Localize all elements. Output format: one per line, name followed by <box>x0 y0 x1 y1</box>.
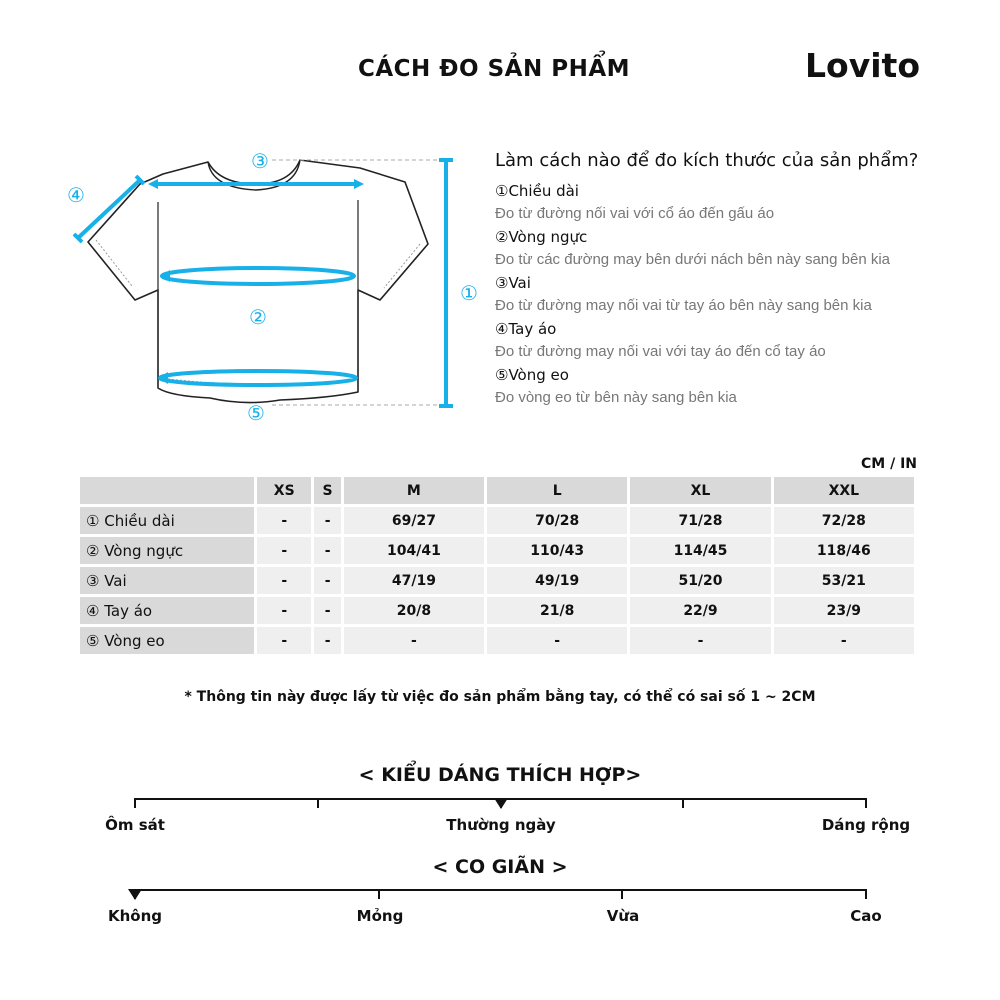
table-cell: - <box>314 567 340 594</box>
table-cell: 20/8 <box>344 597 484 624</box>
fit-scale-title: < KIỂU DÁNG THÍCH HỢP> <box>358 764 642 786</box>
row-label: ② Vòng ngực <box>80 537 254 564</box>
fit-scale-tick <box>682 798 684 808</box>
measurement-guide <box>495 150 975 409</box>
table-cell: 114/45 <box>630 537 770 564</box>
guide-item <box>495 225 975 271</box>
table-cell: 72/28 <box>774 507 914 534</box>
measurement-note: * Thông tin này được lấy từ việc đo sản phẩm bằng tay, có thể có sai số 1 ~ 2CM <box>184 689 816 705</box>
table-cell: 21/8 <box>487 597 627 624</box>
table-cell: - <box>487 627 627 654</box>
table-cell: 69/27 <box>344 507 484 534</box>
table-cell: 53/21 <box>774 567 914 594</box>
table-cell: - <box>257 627 311 654</box>
size-column-header: XS <box>257 477 311 504</box>
stretch-scale-tick <box>378 889 380 899</box>
table-cell: - <box>314 627 340 654</box>
marker-4-label: ④ <box>67 183 85 207</box>
guide-item <box>495 317 975 363</box>
stretch-scale-title: < CO GIÃN > <box>432 856 568 878</box>
table-header-row <box>80 477 914 504</box>
guide-item-label: ②Vòng ngực <box>495 228 588 246</box>
table-cell: - <box>257 567 311 594</box>
fit-scale-marker <box>494 798 508 809</box>
stretch-scale <box>135 889 866 901</box>
table-cell: 49/19 <box>487 567 627 594</box>
fit-scale <box>135 798 866 810</box>
stretch-label-high: Cao <box>850 907 882 925</box>
tshirt-diagram <box>60 140 480 430</box>
stretch-scale-tick <box>621 889 623 899</box>
size-table <box>77 474 917 657</box>
fit-scale-tick <box>865 798 867 808</box>
marker-2-label: ② <box>249 305 267 329</box>
row-label: ① Chiều dài <box>80 507 254 534</box>
tshirt-illustration <box>60 140 480 430</box>
stretch-scale-marker <box>128 889 142 900</box>
fit-label-tight: Ôm sát <box>105 816 165 834</box>
table-cell: 22/9 <box>630 597 770 624</box>
table-row <box>80 537 914 564</box>
stretch-label-none: Không <box>107 907 163 925</box>
fit-label-loose: Dáng rộng <box>821 816 911 834</box>
unit-label: CM / IN <box>861 456 917 472</box>
table-cell: - <box>344 627 484 654</box>
table-cell: - <box>257 507 311 534</box>
table-cell: 104/41 <box>344 537 484 564</box>
table-cell: 71/28 <box>630 507 770 534</box>
stretch-scale-line <box>135 889 866 891</box>
guide-item <box>495 179 975 225</box>
table-cell: 23/9 <box>774 597 914 624</box>
fit-scale-tick <box>134 798 136 808</box>
row-label: ④ Tay áo <box>80 597 254 624</box>
table-cell: - <box>314 597 340 624</box>
table-cell: - <box>774 627 914 654</box>
marker-5-label: ⑤ <box>247 401 265 425</box>
guide-item-label: ④Tay áo <box>495 320 557 338</box>
table-cell: 110/43 <box>487 537 627 564</box>
guide-item-label: ①Chiều dài <box>495 182 579 200</box>
size-column-header: XL <box>630 477 770 504</box>
row-label: ⑤ Vòng eo <box>80 627 254 654</box>
table-cell: - <box>314 507 340 534</box>
page-title: CÁCH ĐO SẢN PHẨM <box>357 56 631 82</box>
size-column-header: M <box>344 477 484 504</box>
table-cell: - <box>630 627 770 654</box>
table-cell: 70/28 <box>487 507 627 534</box>
guide-item <box>495 271 975 317</box>
table-row <box>80 627 914 654</box>
table-cell: - <box>257 597 311 624</box>
size-column-header: S <box>314 477 340 504</box>
size-column-header: L <box>487 477 627 504</box>
guide-item-desc: Đo từ các đường may bên dưới nách bên này sang bên kia <box>495 251 891 268</box>
marker-3-label: ③ <box>251 149 269 173</box>
guide-item-desc: Đo từ đường may nối vai với tay áo đến cổ tay áo <box>495 343 826 360</box>
guide-item-desc: Đo vòng eo từ bên này sang bên kia <box>495 389 737 406</box>
guide-question: Làm cách nào để đo kích thước của sản phẩm? <box>495 150 919 171</box>
guide-item <box>495 363 975 409</box>
table-cell: 47/19 <box>344 567 484 594</box>
marker-1-label: ① <box>460 281 478 305</box>
stretch-scale-tick <box>865 889 867 899</box>
table-cell: - <box>257 537 311 564</box>
table-corner-cell <box>80 477 254 504</box>
guide-item-desc: Đo từ đường may nối vai từ tay áo bên này sang bên kia <box>495 297 872 314</box>
table-cell: 118/46 <box>774 537 914 564</box>
guide-item-label: ③Vai <box>495 274 531 292</box>
fit-label-regular: Thường ngày <box>446 816 556 834</box>
table-cell: 51/20 <box>630 567 770 594</box>
table-row <box>80 507 914 534</box>
brand-logo: Lovito <box>805 46 920 85</box>
fit-scale-tick <box>317 798 319 808</box>
guide-item-label: ⑤Vòng eo <box>495 366 569 384</box>
table-row <box>80 567 914 594</box>
stretch-label-thin: Mỏng <box>356 907 404 925</box>
table-row <box>80 597 914 624</box>
table-cell: - <box>314 537 340 564</box>
stretch-label-medium: Vừa <box>606 907 640 925</box>
row-label: ③ Vai <box>80 567 254 594</box>
size-column-header: XXL <box>774 477 914 504</box>
guide-item-desc: Đo từ đường nối vai với cổ áo đến gấu áo <box>495 205 775 222</box>
